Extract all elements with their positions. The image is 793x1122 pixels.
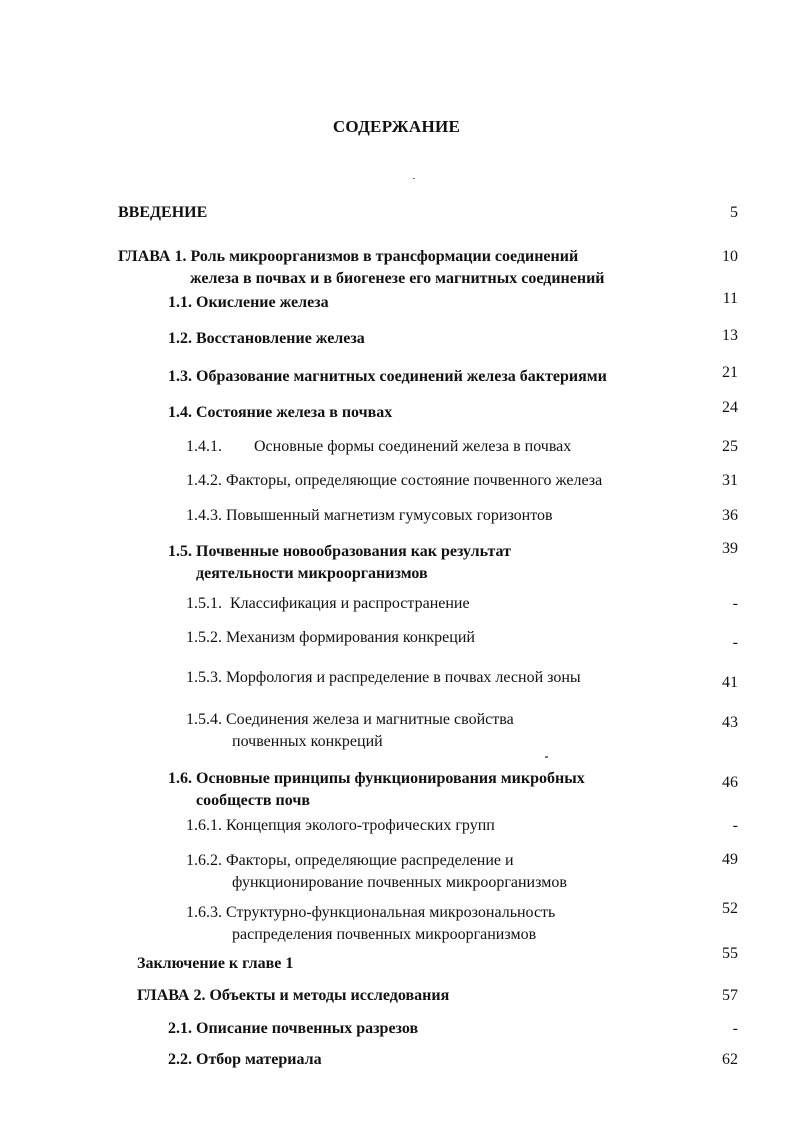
toc-page-number: 46: [722, 774, 738, 791]
toc-entry-1-1: [168, 292, 329, 314]
toc-entry-title: 1.2. Восстановление железа: [168, 330, 365, 347]
toc-entry-chapter-2: [137, 985, 449, 1007]
toc-page-number: 31: [722, 472, 738, 489]
toc-entry-1-6-1: [186, 815, 495, 837]
toc-page-number: 10: [722, 248, 738, 265]
toc-entry-title: 1.5.2. Механизм формирования конкреций: [186, 629, 475, 646]
toc-page-number: 36: [722, 507, 738, 524]
toc-page-number: 13: [722, 327, 738, 344]
toc-page-number: 11: [722, 290, 738, 307]
toc-entry-title: Заключение к главе 1: [137, 955, 294, 972]
toc-entry-chapter-1-conclusion: [137, 953, 293, 975]
toc-page-number: 39: [722, 540, 738, 557]
toc-entry-title: ГЛАВА 1. Роль микроорганизмов в трансформации соединений: [118, 248, 579, 265]
toc-entry-2-2: [168, 1049, 322, 1071]
toc-entry-1-5-4: [186, 709, 514, 753]
toc-entry-title: 1.5. Почвенные новообразования как результат: [168, 543, 511, 560]
toc-entry-title: 1.3. Образование магнитных соединений железа бактериями: [168, 368, 607, 385]
toc-entry-chapter-1: [118, 246, 605, 290]
toc-page-number: 24: [722, 399, 738, 416]
toc-entry-2-1: [168, 1018, 418, 1040]
toc-page-number: -: [732, 595, 738, 612]
toc-entry-title-continuation: деятельности микроорганизмов: [196, 565, 428, 582]
toc-entry-title: ГЛАВА 2. Объекты и методы исследования: [137, 987, 450, 1004]
toc-page-number: 21: [722, 364, 738, 381]
toc-page-number: -: [732, 817, 738, 834]
toc-entry-1-5-2: [186, 627, 475, 649]
toc-page-number: 52: [722, 900, 738, 917]
toc-entry-title: 2.1. Описание почвенных разрезов: [168, 1020, 419, 1037]
toc-entry-title-continuation: железа в почвах и в биогенезе его магнитных соединений: [190, 270, 605, 287]
toc-entry-1-5-1: [186, 593, 470, 615]
toc-page-number: 49: [722, 851, 738, 868]
toc-entry-title: 1.6.2. Факторы, определяющие распределение и: [186, 852, 514, 869]
toc-entry-introduction: [118, 202, 207, 224]
toc-entry-1-4-1: [186, 436, 571, 458]
toc-entry-title: ВВЕДЕНИЕ: [118, 204, 208, 221]
toc-entry-title: 1.4.1. Основные формы соединений железа в почвах: [186, 438, 572, 455]
toc-entry-title: 1.5.4. Соединения железа и магнитные свойства: [186, 711, 514, 728]
toc-entry-1-6-2: [186, 850, 567, 894]
toc-entry-1-5: [168, 541, 511, 585]
toc-entry-title: 1.5.3. Морфология и распределение в почвах лесной зоны: [186, 669, 581, 686]
toc-entry-1-3: [168, 366, 607, 388]
toc-entry-title: 1.6.3. Структурно-функциональная микрозональность: [186, 904, 556, 921]
toc-entry-title: 1.6. Основные принципы функционирования микробных: [168, 770, 585, 787]
toc-entry-title: 1.4. Состояние железа в почвах: [168, 404, 393, 421]
toc-entry-1-6: [168, 768, 585, 812]
toc-entry-title: 2.2. Отбор материала: [168, 1051, 322, 1068]
toc-entry-title: 1.1. Окисление железа: [168, 294, 329, 311]
page-title: СОДЕРЖАНИЕ: [332, 117, 461, 136]
toc-page-number: 43: [722, 714, 738, 731]
toc-page-number: 25: [722, 438, 738, 455]
toc-entry-title: 1.4.2. Факторы, определяющие состояние почвенного железа: [186, 472, 603, 489]
toc-entry-title: 1.6.1. Концепция эколого-трофических групп: [186, 817, 495, 834]
scan-speck: [545, 756, 548, 758]
toc-entry-title-continuation: распределения почвенных микроорганизмов: [232, 926, 537, 943]
toc-entry-1-4-3: [186, 505, 553, 527]
toc-page-number: 57: [722, 987, 738, 1004]
toc-entry-title-continuation: функционирование почвенных микроорганизмов: [232, 874, 567, 891]
toc-page-number: -: [732, 634, 738, 651]
toc-entry-title: 1.4.3. Повышенный магнетизм гумусовых горизонтов: [186, 507, 553, 524]
toc-page-number: 5: [730, 204, 738, 221]
toc-entry-1-2: [168, 328, 365, 350]
toc-page-number: 62: [722, 1051, 738, 1068]
toc-entry-title-continuation: сообществ почв: [196, 792, 310, 809]
toc-page-number: 55: [722, 945, 738, 962]
toc-entry-1-4: [168, 402, 392, 424]
toc-entry-title: 1.5.1. Классификация и распространение: [186, 595, 470, 612]
scan-speck: [413, 178, 415, 179]
toc-page-number: 41: [722, 674, 738, 691]
toc-entry-1-5-3: [186, 667, 581, 689]
toc-page-number: -: [732, 1020, 738, 1037]
toc-entry-1-6-3: [186, 902, 555, 946]
toc-entry-title-continuation: почвенных конкреций: [232, 733, 383, 750]
toc-entry-1-4-2: [186, 470, 602, 492]
